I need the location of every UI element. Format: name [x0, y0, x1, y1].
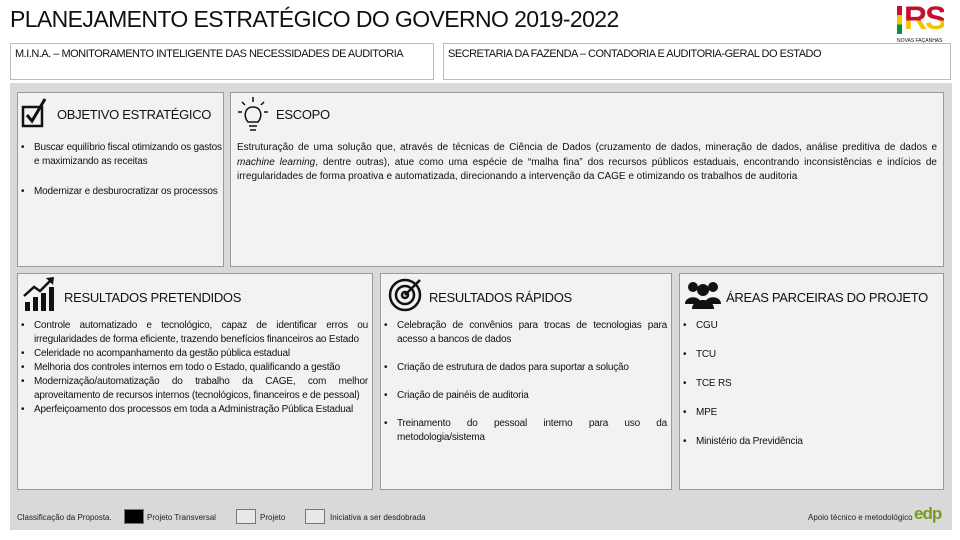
swatch-transversal — [124, 509, 144, 524]
logo-tagline: NOVAS FAÇANHAS — [897, 38, 943, 44]
list-item: • Criação de estrutura de dados para suportar a solução — [381, 361, 667, 375]
list-item: • Treinamento do pessoal interno para uso da metodologia/sistema — [381, 417, 667, 445]
objetivo-panel — [17, 92, 224, 267]
list-item: • Buscar equilíbrio fiscal otimizando os gastos e maximizando as receitas — [18, 141, 223, 169]
list-item: • Modernizar e desburocratizar os processos — [18, 185, 223, 199]
lightbulb-icon — [237, 96, 269, 134]
areas-panel — [679, 273, 944, 490]
list-item: • CGU — [680, 319, 940, 333]
list-item: • Ministério da Previdência — [680, 435, 940, 449]
project-name: M.I.N.A. – MONITORAMENTO INTELIGENTE DAS NECESSIDADES DE AUDITORIA — [10, 43, 434, 80]
legend-label: Classificação da Proposta. — [17, 513, 112, 522]
flag-stripe-icon — [897, 6, 902, 34]
people-group-icon — [684, 278, 722, 310]
list-item: • Melhoria dos controles internos em todo o Estado, qualificando a gestão — [18, 361, 368, 375]
list-item: • Modernização/automatização do trabalho da CAGE, com melhor aproveitamento de recursos internos (tecnológicos, financeiros e de pessoal) — [18, 375, 368, 403]
list-item: • Celeridade no acompanhamento da gestão pública estadual — [18, 347, 368, 361]
escopo-text-b: , dentre outras), atue como uma espécie de “malha fina” dos recursos públicos estaduais, encontrando inconsistências e indícios de irregularidades de forma proativa e automatizada, direcionando a intervenção da CAGE e otimizando os trabalhos de auditoria — [237, 156, 937, 182]
rs-logo — [897, 2, 952, 46]
escopo-text-a: Estruturação de uma solução que, através de técnicas de Ciência de Dados (cruzamento de dados, mineração de dados, análise preditiva de dados e — [237, 142, 937, 153]
escopo-text — [237, 141, 937, 185]
legend-projeto: Projeto — [260, 513, 286, 522]
legend-apoio: Apoio técnico e metodológico — [808, 513, 913, 522]
agency-name: SECRETARIA DA FAZENDA – CONTADORIA E AUDITORIA-GERAL DO ESTADO — [443, 43, 951, 80]
checkbox-icon — [21, 97, 49, 129]
target-icon — [387, 276, 423, 312]
list-item: • MPE — [680, 406, 940, 420]
list-item: • Celebração de convênios para trocas de tecnologias para acesso a bancos de dados — [381, 319, 667, 347]
rapidos-panel — [380, 273, 672, 490]
legend-iniciativa: Iniciativa a ser desdobrada — [330, 513, 426, 522]
swatch-iniciativa — [305, 509, 325, 524]
list-item: • Criação de painéis de auditoria — [381, 389, 667, 403]
swatch-projeto — [236, 509, 256, 524]
list-item: • TCU — [680, 348, 940, 362]
list-item: • TCE RS — [680, 377, 940, 391]
objetivo-title: OBJETIVO ESTRATÉGICO — [57, 107, 212, 122]
pretendidos-title: RESULTADOS PRETENDIDOS — [64, 290, 242, 305]
list-item: • Aperfeiçoamento dos processos em toda a Administração Pública Estadual — [18, 403, 368, 417]
growth-chart-icon — [22, 276, 58, 312]
escopo-panel — [230, 92, 944, 267]
edp-logo: edp — [914, 504, 942, 523]
legend-transversal: Projeto Transversal — [147, 513, 216, 522]
pretendidos-panel — [17, 273, 373, 490]
logo-rs: RS — [904, 0, 945, 36]
areas-title: ÁREAS PARCEIRAS DO PROJETO — [726, 290, 928, 305]
escopo-text-em: machine learning — [237, 156, 316, 168]
page-title: PLANEJAMENTO ESTRATÉGICO DO GOVERNO 2019-2022 — [10, 6, 619, 32]
list-item: • Controle automatizado e tecnológico, capaz de identificar erros ou irregularidades de forma eficiente, trazendo benefícios financeiros ao Estado — [18, 319, 368, 347]
escopo-title: ESCOPO — [276, 107, 330, 122]
rapidos-title: RESULTADOS RÁPIDOS — [429, 290, 572, 305]
